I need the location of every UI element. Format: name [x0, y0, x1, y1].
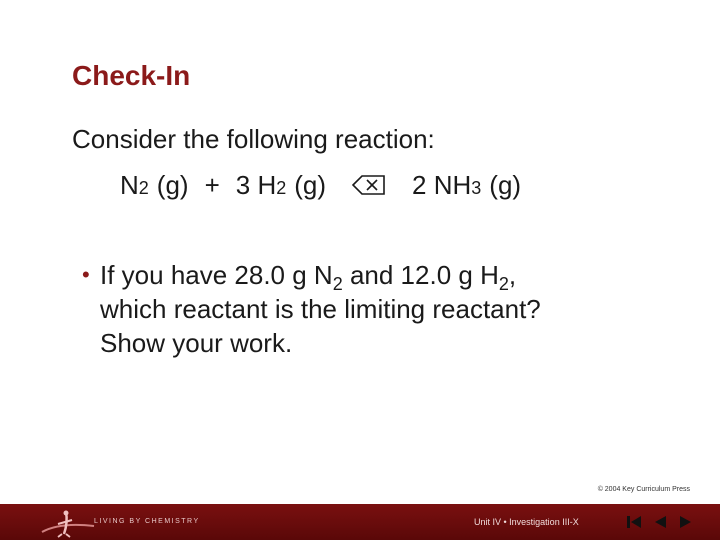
brand-name: LIVING BY CHEMISTRY: [94, 518, 200, 525]
living-by-chemistry-logo-icon: [38, 508, 98, 538]
question-line-1: [100, 258, 690, 292]
plus-sign: +: [204, 170, 220, 200]
intro-text: Consider the following reaction:: [72, 124, 435, 154]
reactant-h: 3 H: [235, 170, 277, 200]
copyright-text: © 2004 Key Curriculum Press: [597, 486, 690, 493]
slide-title: Check-In: [72, 60, 191, 91]
reactant-n-state: (g): [156, 170, 189, 200]
first-slide-icon[interactable]: [626, 514, 642, 530]
reaction-arrow-icon: [352, 172, 386, 194]
question-part-2: and 12.0 g H: [342, 260, 499, 290]
question-part-1: If you have 28.0 g N: [100, 260, 333, 290]
reactant-h-state: (g): [294, 170, 327, 200]
next-slide-icon[interactable]: [678, 514, 694, 530]
product-state: (g): [489, 170, 522, 200]
previous-slide-icon[interactable]: [652, 514, 668, 530]
bullet-icon: •: [82, 262, 90, 287]
question-subscript-1: 2: [332, 274, 343, 294]
question-line-2: which reactant is the limiting reactant?: [100, 294, 541, 324]
question-subscript-2: 2: [498, 274, 509, 294]
product-nh: 2 NH: [412, 170, 472, 200]
unit-label: Unit IV • Investigation III-X: [474, 517, 579, 527]
footer-bar: [0, 504, 720, 540]
slide-navigation: [626, 514, 694, 530]
question-part-3: ,: [508, 260, 517, 290]
question-line-3: Show your work.: [100, 328, 293, 358]
reactant-n: N: [120, 170, 139, 200]
question-text: [100, 258, 690, 360]
reaction-equation: N 2 (g) + 3 H 2 (g) 2 NH 3 (g): [120, 170, 522, 200]
